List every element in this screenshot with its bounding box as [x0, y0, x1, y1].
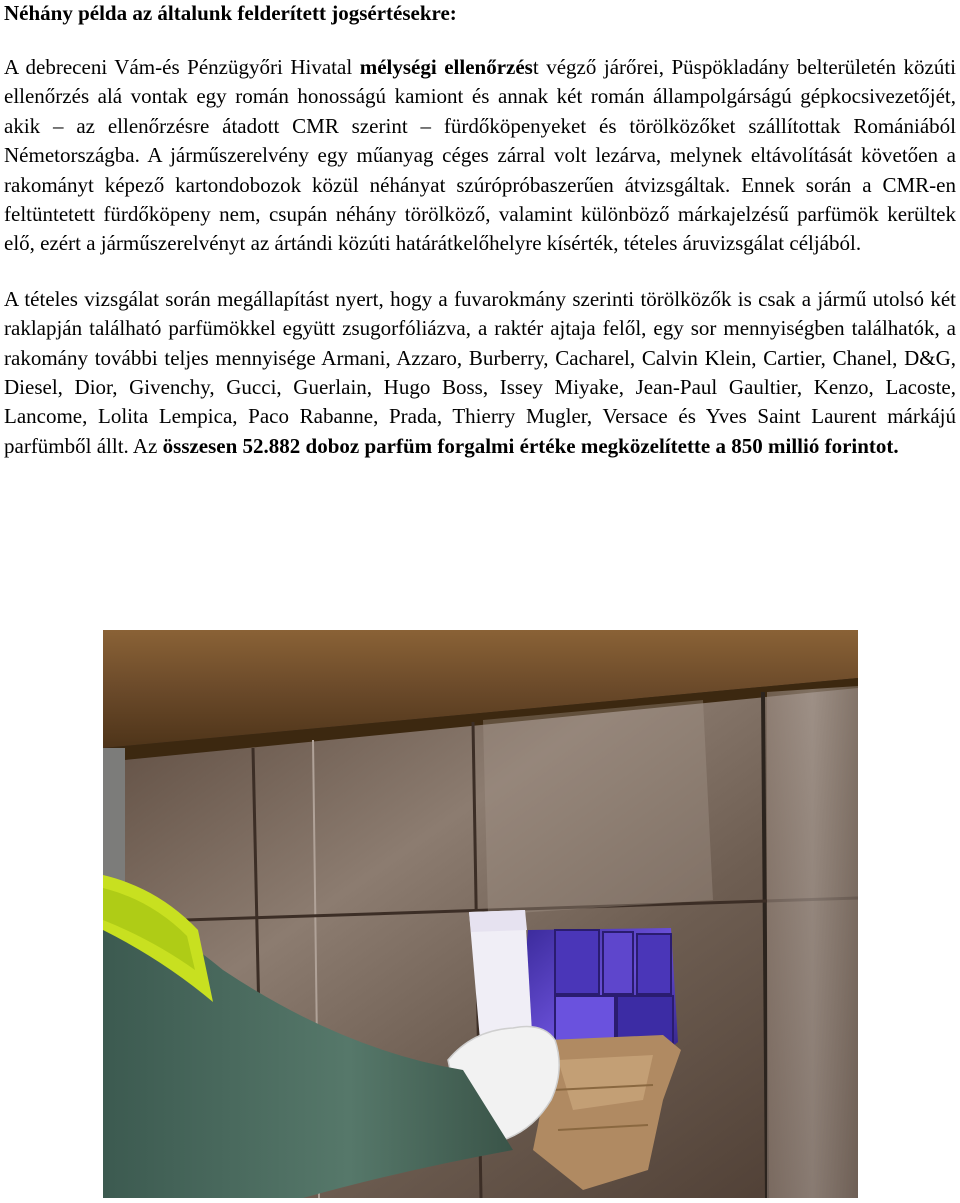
wrap-highlight — [767, 686, 858, 1198]
paragraph-1-text-a: A debreceni Vám-és Pénzügyőri Hivatal — [4, 55, 360, 79]
paragraph-2-text-a: A tételes vizsgálat során megállapítást nyert, hogy a fuvarokmány szerinti törölközők is csak a jármű utolsó két raklapján található parfümökkel együtt zsugorfóliázva, a raktér ajtaja felől, egy sor mennyiségben találhatók, a rakomány további teljes mennyisége Armani, Azzaro, Burberry, Cacharel, Calvin Klein, Cartier, Chanel, D&G, Diesel, Dior, Givenchy, Gucci, Guerlain, Hugo Boss, Issey Miyake, Jean-Paul Gaultier, Kenzo, Lacoste, Lancome, Lolita Lempica, Paco Rabanne, Prada, Thierry Mugler, Versace és Yves Saint Laurent márkájú parfümből állt. Az — [4, 286, 956, 458]
seizure-photo — [103, 630, 858, 1198]
perfume-box — [637, 934, 671, 994]
paragraph-2 — [4, 285, 956, 461]
document-heading: Néhány példa az általunk felderített jogsértésekre: — [4, 1, 457, 25]
paragraph-1 — [4, 53, 956, 259]
seizure-photo-drawing — [103, 630, 858, 1198]
wrap-sheen — [483, 700, 713, 915]
paragraph-2-bold: összesen 52.882 doboz parfüm forgalmi értéke megközelítette a 850 millió forintot. — [162, 433, 899, 458]
paragraph-1-text-b: t végző járőrei, Püspökladány belterületén közúti ellenőrzés alá vontak egy román honosságú kamiont és annak két román állampolgárságú gépkocsivezetőjét, akik – az ellenőrzésre átadott CMR szerint – fürdőköpenyeket és törölközőket szállítottak Romániából Németországba. A járműszerelvény egy műanyag céges zárral volt lezárva, melynek eltávolítását követően a rakományt képező kartondobozok közül néhányat szúrópróbaszerűen átvizsgáltak. Ennek során a CMR-en feltüntetett fürdőköpeny nem, csupán néhány törölköző, valamint különböző márkajelzésű parfümök kerültek elő, ezért a járműszerelvényt az ártándi közúti határátkelőhelyre kísérték, tételes áruvizsgálat céljából. — [4, 55, 956, 256]
document-page — [4, 0, 956, 461]
perfume-box — [555, 930, 599, 994]
white-card-edge — [469, 910, 527, 932]
perfume-box — [603, 932, 633, 994]
paragraph-1-bold: mélységi ellenőrzés — [359, 55, 533, 79]
